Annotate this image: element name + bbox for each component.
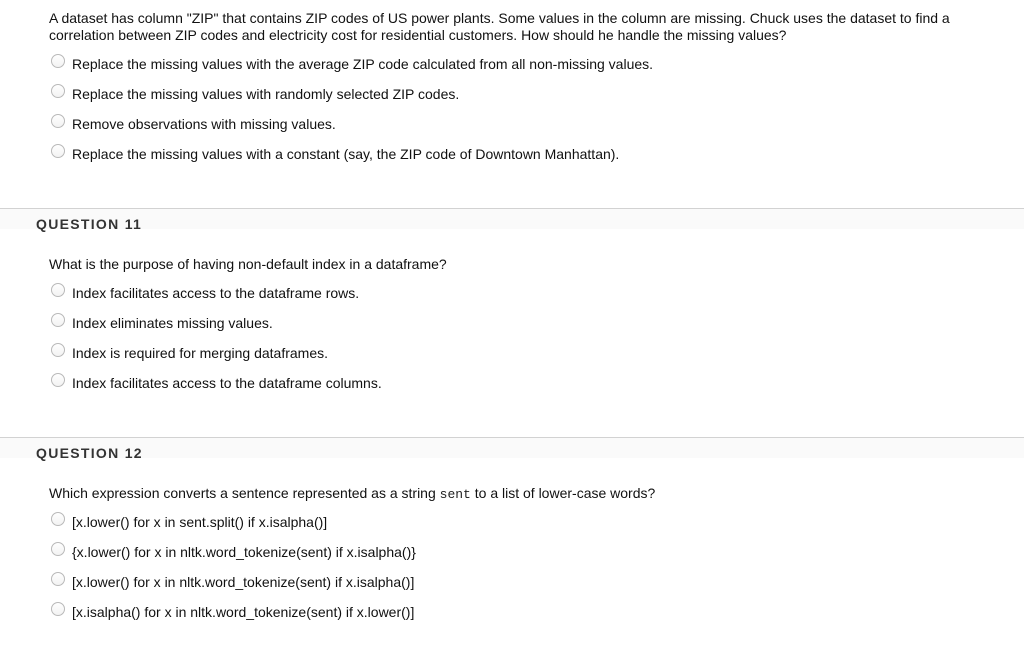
q10-option-3[interactable]	[51, 114, 336, 134]
radio-button[interactable]	[51, 84, 65, 98]
q11-option-2[interactable]	[51, 313, 273, 333]
prompt-text-before: Which expression converts a sentence represented as a string	[49, 485, 440, 501]
option-label: Replace the missing values with randomly selected ZIP codes.	[72, 86, 460, 102]
question-12-prompt	[49, 485, 999, 503]
option-label: {x.lower() for x in nltk.word_tokenize(sent) if x.isalpha()}	[72, 544, 416, 560]
q12-option-3[interactable]	[51, 572, 414, 592]
question-11-header: QUESTION 11	[36, 216, 143, 232]
question-12-header-bar	[0, 438, 1024, 458]
option-label: Remove observations with missing values.	[72, 116, 336, 132]
radio-button[interactable]	[51, 313, 65, 327]
option-label: [x.isalpha() for x in nltk.word_tokenize(sent) if x.lower()]	[72, 604, 415, 620]
question-11-prompt: What is the purpose of having non-default index in a dataframe?	[49, 256, 447, 272]
radio-button[interactable]	[51, 283, 65, 297]
option-label: [x.lower() for x in sent.split() if x.isalpha()]	[72, 514, 328, 530]
option-label: Index facilitates access to the dataframe columns.	[72, 375, 382, 391]
prompt-text-after: to a list of lower-case words?	[470, 485, 656, 501]
question-12-header: QUESTION 12	[36, 445, 143, 461]
q11-option-1[interactable]	[51, 283, 359, 303]
radio-button[interactable]	[51, 602, 65, 616]
radio-button[interactable]	[51, 572, 65, 586]
option-label: Index is required for merging dataframes.	[72, 345, 329, 361]
radio-button[interactable]	[51, 114, 65, 128]
option-label: [x.lower() for x in nltk.word_tokenize(sent) if x.isalpha()]	[72, 574, 415, 590]
question-11-header-bar	[0, 209, 1024, 229]
radio-button[interactable]	[51, 144, 65, 158]
radio-button[interactable]	[51, 373, 65, 387]
q12-option-4[interactable]	[51, 602, 414, 622]
option-label: Replace the missing values with the average ZIP code calculated from all non-missing values.	[72, 56, 654, 72]
option-label: Replace the missing values with a constant (say, the ZIP code of Downtown Manhattan).	[72, 146, 620, 162]
q10-option-2[interactable]	[51, 84, 459, 104]
question-10-prompt: A dataset has column "ZIP" that contains ZIP codes of US power plants. Some values in the column are missing. Chuck uses the dataset to find a correlation between ZIP codes and electricity cost for residential customers. How should he handle the missing values?	[49, 10, 950, 43]
q12-option-2[interactable]	[51, 542, 416, 562]
radio-button[interactable]	[51, 542, 65, 556]
q10-option-4[interactable]	[51, 144, 619, 164]
option-label: Index eliminates missing values.	[72, 315, 273, 331]
q12-option-1[interactable]	[51, 512, 327, 532]
q11-option-4[interactable]	[51, 373, 382, 393]
radio-button[interactable]	[51, 54, 65, 68]
q10-option-1[interactable]	[51, 54, 653, 74]
option-label: Index facilitates access to the dataframe rows.	[72, 285, 360, 301]
radio-button[interactable]	[51, 512, 65, 526]
q11-option-3[interactable]	[51, 343, 328, 363]
inline-code-sent: sent	[439, 487, 471, 502]
radio-button[interactable]	[51, 343, 65, 357]
